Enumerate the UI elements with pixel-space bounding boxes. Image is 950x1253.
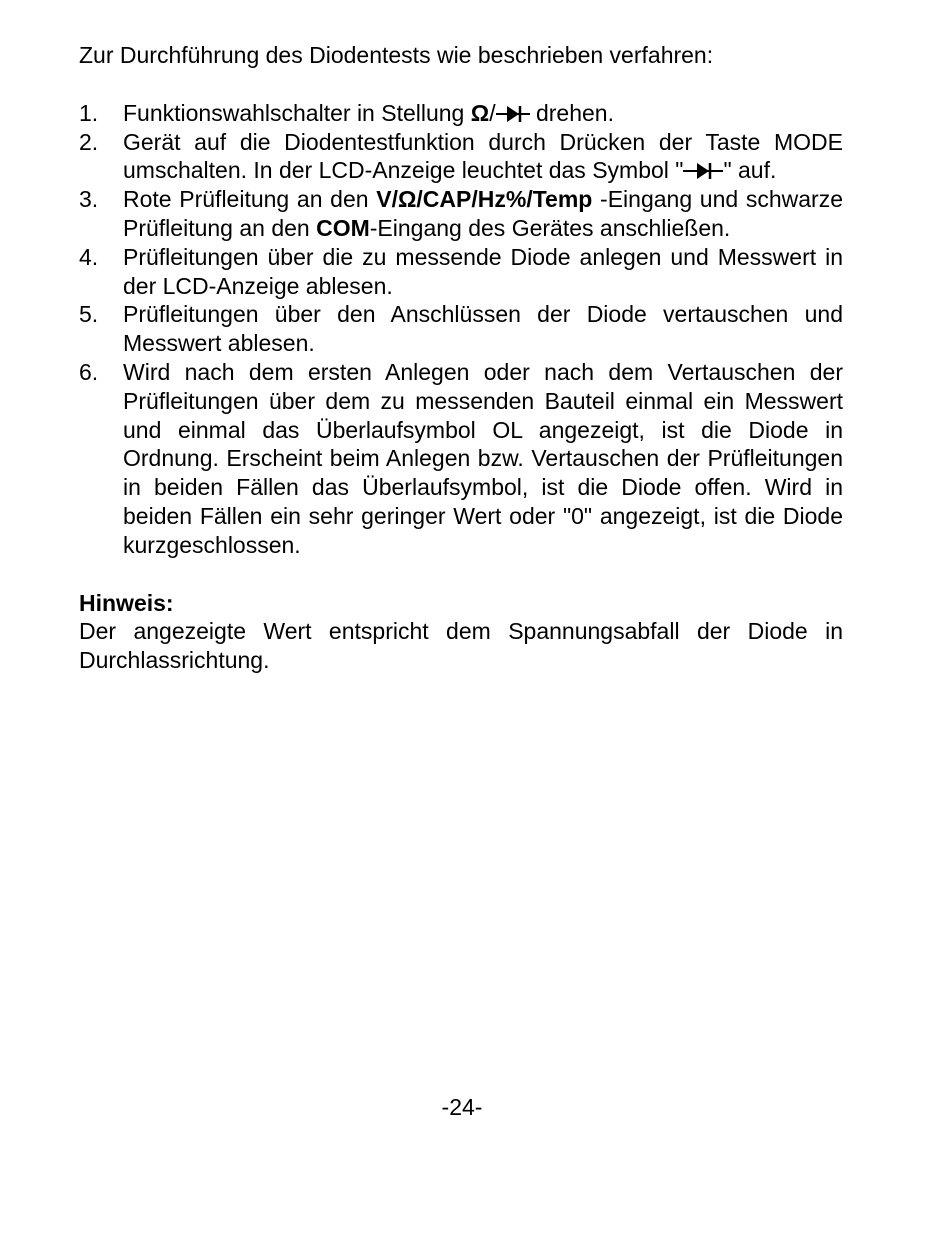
- steps-list: [79, 99, 843, 560]
- list-item: [79, 358, 843, 560]
- document-page: [79, 41, 843, 675]
- step-text-part: " auf.: [723, 157, 777, 184]
- step-number: 6.: [79, 358, 99, 385]
- step-text: [123, 99, 843, 128]
- input-label-com: COM: [316, 214, 370, 241]
- step-number: 2.: [79, 128, 99, 155]
- step-text-part: -Eingang und schwarze Prüfleitung an den: [123, 186, 843, 241]
- step-text: Prüfleitungen über den Anschlüssen der Diode vertauschen und Messwert ablesen.: [123, 301, 843, 357]
- diode-icon: [683, 162, 723, 180]
- slash-symbol: /: [489, 99, 496, 126]
- diode-icon: [496, 105, 530, 123]
- list-item: [79, 185, 843, 243]
- page-number: -24-: [441, 1094, 483, 1120]
- step-number: 1.: [79, 99, 99, 126]
- step-text-part: Funktionswahlschalter in Stellung: [123, 99, 471, 126]
- step-text: [123, 185, 843, 243]
- step-number: 4.: [79, 243, 99, 270]
- intro-text: Zur Durchführung des Diodentests wie beschrieben verfahren:: [79, 42, 714, 68]
- step-number: 3.: [79, 186, 99, 213]
- step-text-part: Rote Prüfleitung an den: [123, 186, 377, 213]
- list-item: [79, 99, 843, 128]
- step-text: Prüfleitungen über die zu messende Diode anlegen und Messwert in der LCD-Anzeige ablesen.: [123, 243, 843, 299]
- step-text-part: -Eingang des Gerätes anschließen.: [369, 214, 731, 241]
- note-text: Der angezeigte Wert entspricht dem Spannungsabfall der Diode in Durchlassrichtung.: [79, 618, 843, 674]
- list-item: [79, 300, 843, 358]
- note-title: Hinweis:: [79, 589, 174, 616]
- step-text-part: drehen.: [529, 99, 614, 126]
- omega-symbol: Ω: [470, 99, 490, 126]
- step-text: [123, 128, 843, 186]
- list-item: [79, 243, 843, 301]
- step-text-part: Gerät auf die Diodentestfunktion durch Drücken der Taste MODE umschalten. In der LCD-Anzeige leuchtet das Symbol ": [123, 128, 843, 184]
- step-number: 5.: [79, 301, 99, 328]
- step-text: Wird nach dem ersten Anlegen oder nach dem Vertauschen der Prüfleitungen über dem zu messenden Bauteil einmal ein Messwert und einmal das Überlaufsymbol OL angezeigt, ist die Diode in Ordnung. Erscheint beim Anlegen bzw. Vertauschen der Prüfleitungen in beiden Fällen das Überlaufsymbol, ist die Diode offen. Wird in beiden Fällen ein sehr geringer Wert oder "0" angezeigt, ist die Diode kurzgeschlossen.: [123, 358, 843, 558]
- input-label-v-ohm: V/Ω/CAP/Hz%/Temp: [376, 186, 593, 213]
- list-item: [79, 128, 843, 186]
